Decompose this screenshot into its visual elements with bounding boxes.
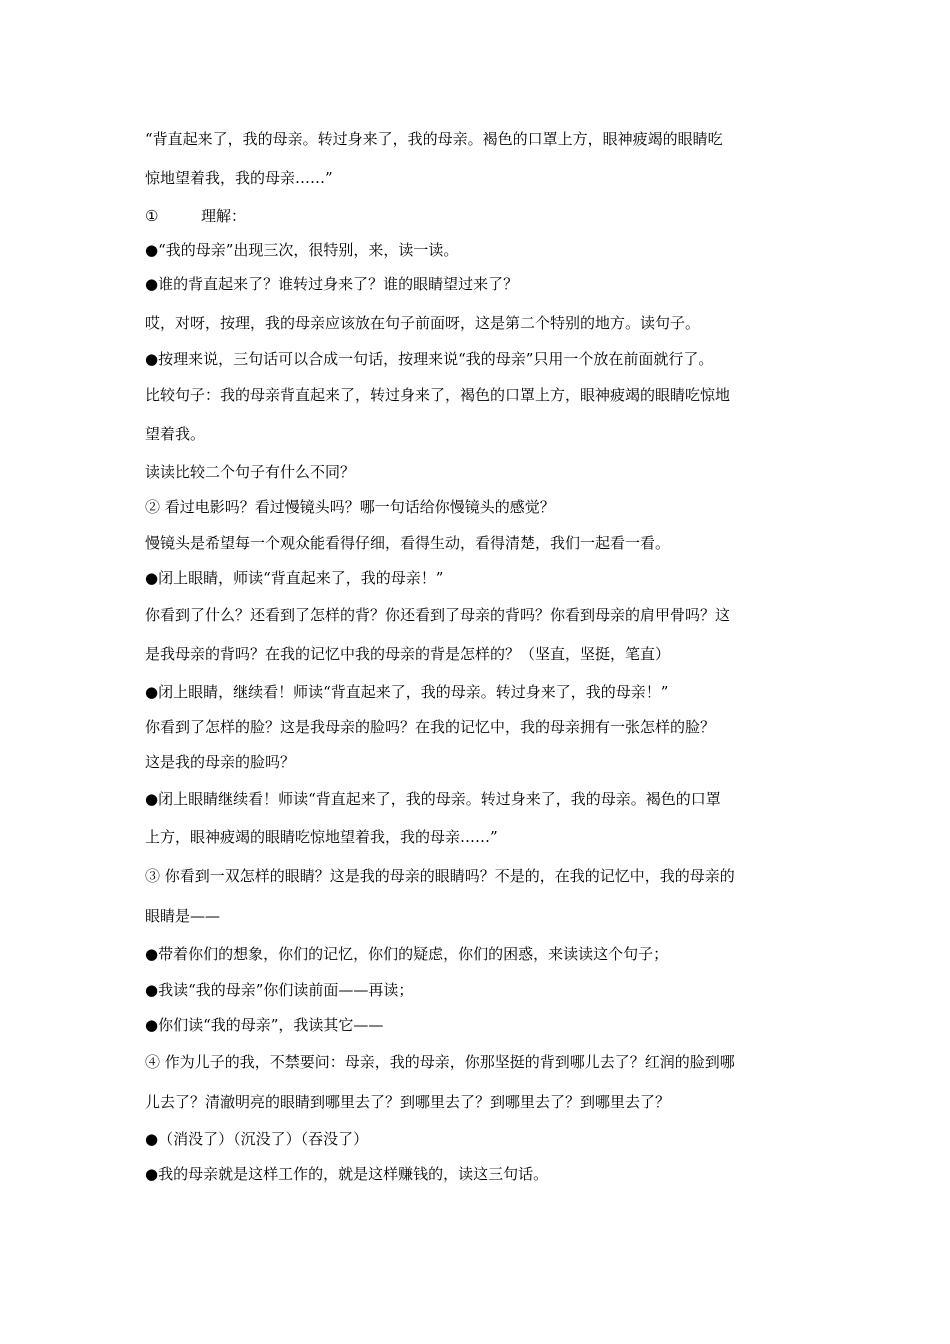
paragraph-line: 读读比较二个句子有什么不同？: [145, 463, 356, 481]
item-number: ①: [145, 207, 159, 225]
bullet-line: ●闭上眼睛，师读“背直起来了，我的母亲！”: [145, 569, 444, 587]
paragraph-line: 比较句子：我的母亲背直起来了，转过身来了，褐色的口罩上方，眼神疲竭的眼睛吃惊地: [145, 386, 731, 404]
bullet-line: ●“我的母亲”出现三次，很特别，来，读一读。: [145, 241, 459, 259]
paragraph-line: 惊地望着我，我的母亲……”: [145, 169, 333, 187]
paragraph-line: 你看到了怎样的脸？这是我母亲的脸吗？在我的记忆中，我的母亲拥有一张怎样的脸？: [145, 718, 716, 736]
bullet-line: ●我读“我的母亲”你们读前面——再读；: [145, 981, 414, 999]
paragraph-line: 哎，对呀，按理，我的母亲应该放在句子前面呀，这是第二个特别的地方。读句子。: [145, 314, 701, 332]
bullet-line: ●带着你们的想象，你们的记忆，你们的疑虑，你们的困惑，来读读这个句子；: [145, 945, 669, 963]
numbered-line: ③ 你看到一双怎样的眼睛？这是我的母亲的眼睛吗？不是的，在我的记忆中，我的母亲的: [145, 867, 735, 885]
item-heading-line: [145, 206, 815, 226]
numbered-line: ④ 作为儿子的我，不禁要问：母亲，我的母亲，你那坚挺的背到哪儿去了？红润的脸到哪: [145, 1053, 735, 1071]
bullet-line: ●按理来说，三句话可以合成一句话，按理来说“我的母亲”只用一个放在前面就行了。: [145, 350, 714, 368]
paragraph-line: 眼睛是——: [145, 907, 221, 925]
bullet-line: ●谁的背直起来了？谁转过身来了？谁的眼睛望过来了？: [145, 275, 519, 293]
bullet-line: ●闭上眼睛，继续看！师读“背直起来了，我的母亲。转过身来了，我的母亲！”: [145, 683, 669, 701]
paragraph-line: 望着我。: [145, 425, 206, 443]
paragraph-line: 这是我的母亲的脸吗？: [145, 753, 296, 771]
paragraph-line: 慢镜头是希望每一个观众能看得仔细，看得生动，看得清楚，我们一起看一看。: [145, 534, 671, 552]
bullet-line: ●我的母亲就是这样工作的，就是这样赚钱的，读这三句话。: [145, 1165, 549, 1183]
paragraph-line: 是我母亲的背吗？在我的记忆中我的母亲的背是怎样的？（坚直，坚挺，笔直）: [145, 645, 671, 663]
bullet-line: ●（消没了）（沉没了）（吞没了）: [145, 1130, 369, 1148]
bullet-line: ●闭上眼睛继续看！师读“背直起来了，我的母亲。转过身来了，我的母亲。褐色的口罩: [145, 790, 721, 808]
paragraph-line: “背直起来了，我的母亲。转过身来了，我的母亲。褐色的口罩上方，眼神疲竭的眼睛吃: [145, 130, 723, 148]
paragraph-line: 你看到了什么？还看到了怎样的背？你还看到了母亲的背吗？你看到母亲的肩甲骨吗？这: [145, 606, 731, 624]
bullet-line: ●你们读“我的母亲”，我读其它——: [145, 1016, 384, 1034]
paragraph-line: 上方，眼神疲竭的眼睛吃惊地望着我，我的母亲……”: [145, 828, 498, 846]
paragraph-line: 儿去了？清澈明亮的眼睛到哪里去了？到哪里去了？到哪里去了？到哪里去了？: [145, 1093, 671, 1111]
item-heading: 理解：: [201, 207, 247, 225]
numbered-line: ② 看过电影吗？看过慢镜头吗？哪一句话给你慢镜头的感觉？: [145, 498, 555, 516]
